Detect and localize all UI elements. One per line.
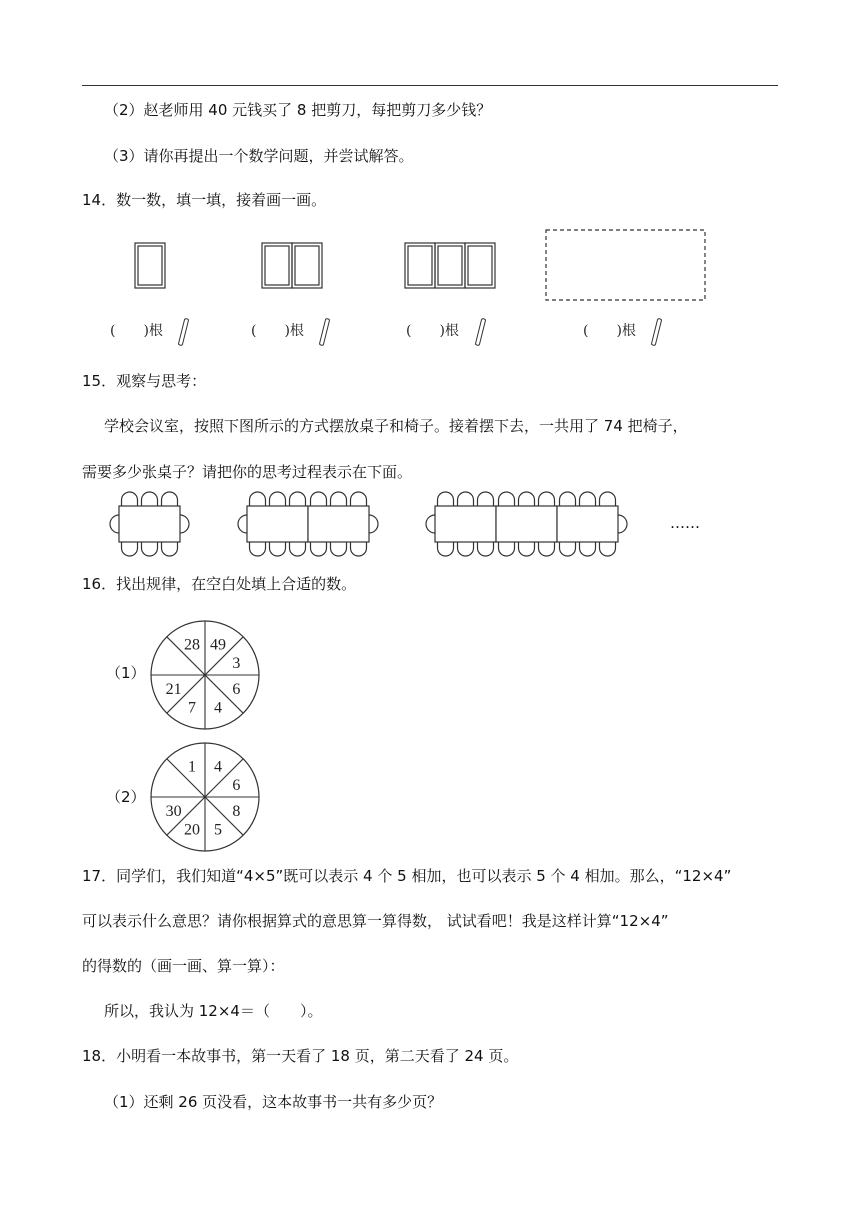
q15-ellipsis: …… (670, 514, 700, 532)
chair (539, 492, 555, 506)
wheel-1-label: （1） (106, 664, 146, 682)
chair (438, 542, 454, 556)
chair (331, 492, 347, 506)
table (557, 506, 618, 542)
chair (250, 542, 266, 556)
chair (110, 515, 119, 533)
chair (270, 492, 286, 506)
chair (162, 542, 178, 556)
chair (580, 492, 596, 506)
wheel-number: 49 (210, 636, 227, 654)
chair (351, 492, 367, 506)
q15-tables-figure (0, 0, 860, 560)
table (496, 506, 557, 542)
chair (478, 492, 494, 506)
chair (618, 515, 627, 533)
q15-title: 15．观察与思考： (82, 372, 207, 390)
table (435, 506, 496, 542)
wheel-number: 21 (165, 681, 182, 699)
q14-label-2: ( )根 (251, 323, 304, 339)
wheel-number: 30 (165, 803, 182, 821)
wheel-number: 6 (232, 776, 241, 794)
chair (539, 542, 555, 556)
chair (250, 492, 266, 506)
q17-line-1: 17．同学们，我们知道“4×5”既可以表示 4 个 5 相加，也可以表示 5 个 4 相加。那么，“12×4” (82, 867, 732, 885)
wheel-number: 20 (183, 821, 200, 839)
wheel-number: 4 (214, 699, 223, 717)
chair (238, 515, 247, 533)
chair (369, 515, 378, 533)
chair (142, 492, 158, 506)
chair (122, 542, 138, 556)
chair (270, 542, 286, 556)
chair (600, 542, 616, 556)
chair (499, 492, 515, 506)
chair (311, 492, 327, 506)
chair (499, 542, 515, 556)
wheel-number: 1 (187, 758, 196, 776)
q15-text-1: 学校会议室，按照下图所示的方式摆放桌子和椅子。接着摆下去，一共用了 74 把椅子， (104, 417, 688, 435)
chair (458, 542, 474, 556)
q18-title: 18．小明看一本故事书，第一天看了 18 页，第二天看了 24 页。 (82, 1047, 519, 1065)
q17-line-3: 的得数的（画一画、算一算）： (82, 957, 285, 975)
chair (438, 492, 454, 506)
q15-text-2: 需要多少张桌子？请把你的思考过程表示在下面。 (82, 463, 413, 481)
q13-part3: （3）请你再提出一个数学问题，并尝试解答。 (104, 147, 414, 165)
chair (290, 492, 306, 506)
wheel-number: 4 (214, 758, 223, 776)
chair (519, 492, 535, 506)
wheel-number: 5 (214, 821, 223, 839)
chair (351, 542, 367, 556)
q18-part1: （1）还剩 26 页没看，这本故事书一共有多少页？ (104, 1093, 443, 1111)
chair (560, 492, 576, 506)
chair (180, 515, 189, 533)
wheel-number: 8 (232, 803, 241, 821)
chair (458, 492, 474, 506)
q14-label-4: ( )根 (583, 323, 636, 339)
q16-title: 16．找出规律，在空白处填上合适的数。 (82, 575, 357, 593)
chair (519, 542, 535, 556)
q17-line-2: 可以表示什么意思？请你根据算式的意思算一算得数， 试试看吧！我是这样计算“12×4” (82, 912, 669, 930)
chair (162, 492, 178, 506)
chair (142, 542, 158, 556)
table (247, 506, 308, 542)
q14-label-3: ( )根 (406, 323, 459, 339)
q13-part2: （2）赵老师用 40 元钱买了 8 把剪刀，每把剪刀多少钱？ (104, 101, 492, 119)
wheel-number: 7 (187, 699, 196, 717)
chair (331, 542, 347, 556)
table (119, 506, 180, 542)
table (308, 506, 369, 542)
chair (311, 542, 327, 556)
wheel-2-label: （2） (106, 788, 146, 806)
wheel-number: 28 (183, 636, 200, 654)
q14-label-1: ( )根 (110, 323, 163, 339)
wheel-number: 6 (232, 681, 241, 699)
chair (600, 492, 616, 506)
chair (580, 542, 596, 556)
q17-answer: 所以，我认为 12×4＝（ ）。 (104, 1002, 323, 1020)
chair (122, 492, 138, 506)
number-wheel-1 (150, 620, 260, 730)
chair (426, 515, 435, 533)
wheel-number: 3 (232, 654, 241, 672)
number-wheel-2 (150, 742, 260, 852)
q14-title: 14．数一数，填一填，接着画一画。 (82, 191, 327, 209)
chair (478, 542, 494, 556)
chair (290, 542, 306, 556)
chair (560, 542, 576, 556)
